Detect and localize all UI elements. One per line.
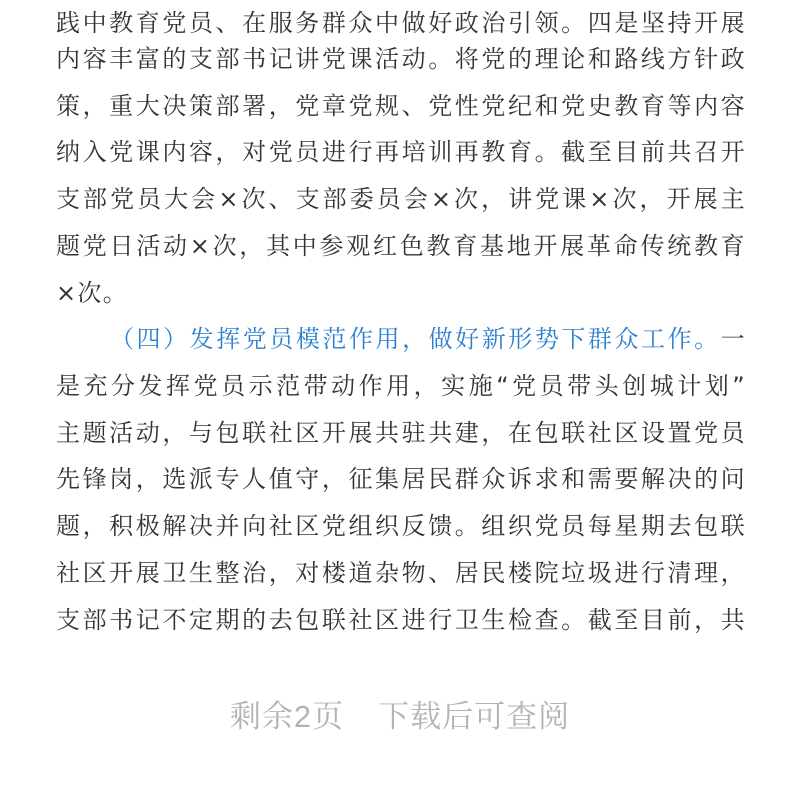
text-line: 纳入党课内容，对党员进行再培训再教育。截至目前共召开 [56,138,746,166]
text-line: 先锋岗，选派专人值守，征集居民群众诉求和需要解决的问 [56,465,746,493]
text-line: 社区开展卫生整治，对楼道杂物、居民楼院垃圾进行清理， [56,559,746,587]
text-line: 支部书记不定期的去包联社区进行卫生检查。截至目前，共 [56,606,746,634]
text-line: 践中教育党员、在服务群众中做好政治引领。四是坚持开展 [56,9,746,37]
heading-tail: 一 [720,325,746,353]
section-heading: （四）发挥党员模范作用，做好新形势下群众工作。 [110,325,721,353]
section-heading-line [110,313,746,365]
text-line: 题，积极解决并向社区党组织反馈。组织党员每星期去包联 [56,512,746,540]
text-line: 题党日活动×次，其中参观红色教育基地开展革命传统教育 [56,232,746,260]
text-line: 主题活动，与包联社区开展共驻共建，在包联社区设置党员 [56,419,746,447]
text-line: 是充分发挥党员示范带动作用，实施“党员带头创城计划” [56,372,746,400]
remaining-pages-label: 剩余2页 [229,699,345,734]
read-more-banner[interactable] [0,692,800,742]
text-line: ×次。 [56,279,129,307]
download-to-read-label: 下载后可查阅 [378,699,571,734]
text-line: 策，重大决策部署，党章党规、党性党纪和党史教育等内容 [56,92,746,120]
text-line: 支部党员大会×次、支部委员会×次，讲党课×次，开展主 [56,185,746,213]
text-line: 内容丰富的支部书记讲党课活动。将党的理论和路线方针政 [56,45,746,73]
